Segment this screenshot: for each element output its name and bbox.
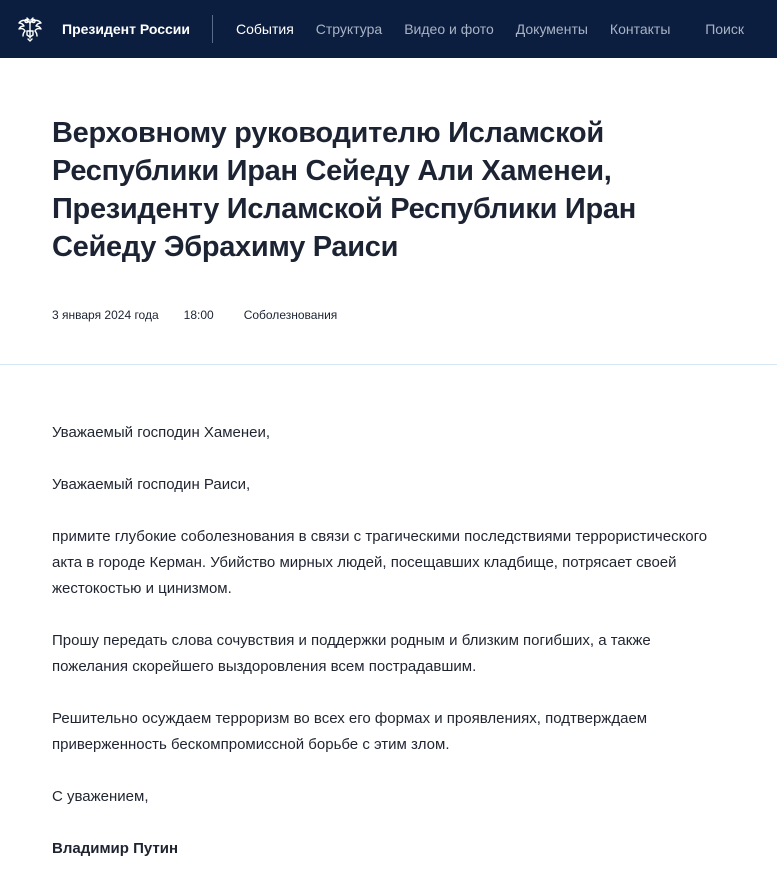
article-meta <box>52 308 725 322</box>
search-link[interactable]: Поиск <box>705 21 744 37</box>
nav-item-documents[interactable]: Документы <box>515 21 588 37</box>
greeting-raisi: Уважаемый господин Раиси, <box>52 476 251 493</box>
nav-item-video-photo[interactable]: Видео и фото <box>404 21 494 37</box>
nav-item-events[interactable]: События <box>235 21 294 37</box>
article-header <box>0 58 777 365</box>
closing-phrase: С уважением, <box>52 788 149 805</box>
condemnation-paragraph: Решительно осуждаем терроризм во всех его формах и проявлениях, подтверждаем приверженность бескомпромиссной борьбе с этим злом. <box>52 710 648 753</box>
article-category-link[interactable]: Соболезнования <box>243 308 338 322</box>
nav-item-contacts[interactable]: Контакты <box>609 21 671 37</box>
nav-item-structure[interactable]: Структура <box>315 21 383 37</box>
greeting-khamenei: Уважаемый господин Хаменеи, <box>52 424 271 441</box>
double-headed-eagle-emblem-icon[interactable] <box>15 14 45 44</box>
top-navigation-bar <box>0 0 777 58</box>
page-title: Верховному руководителю Исламской Республики Иран Сейеду Али Хаменеи, Президенту Исламской Республики Иран Сейеду Эбрахиму Раиси <box>52 117 636 263</box>
signature: Владимир Путин <box>52 840 179 857</box>
site-brand-link[interactable]: Президент России <box>62 21 190 37</box>
main-nav <box>236 21 670 37</box>
condolence-paragraph: примите глубокие соболезнования в связи с трагическими последствиями террористического акта в городе Керман. Убийство мирных людей, посещавших кладбище, потрясает своей жестокостью и цинизмом. <box>52 528 708 597</box>
sympathy-paragraph: Прошу передать слова сочувствия и поддержки родным и близким погибших, а также пожелания скорейшего выздоровления всем пострадавшим. <box>52 632 651 675</box>
header-divider <box>212 15 213 43</box>
article-body <box>0 365 777 862</box>
article-date: 3 января 2024 года <box>52 308 159 322</box>
article-time: 18:00 <box>183 308 214 322</box>
